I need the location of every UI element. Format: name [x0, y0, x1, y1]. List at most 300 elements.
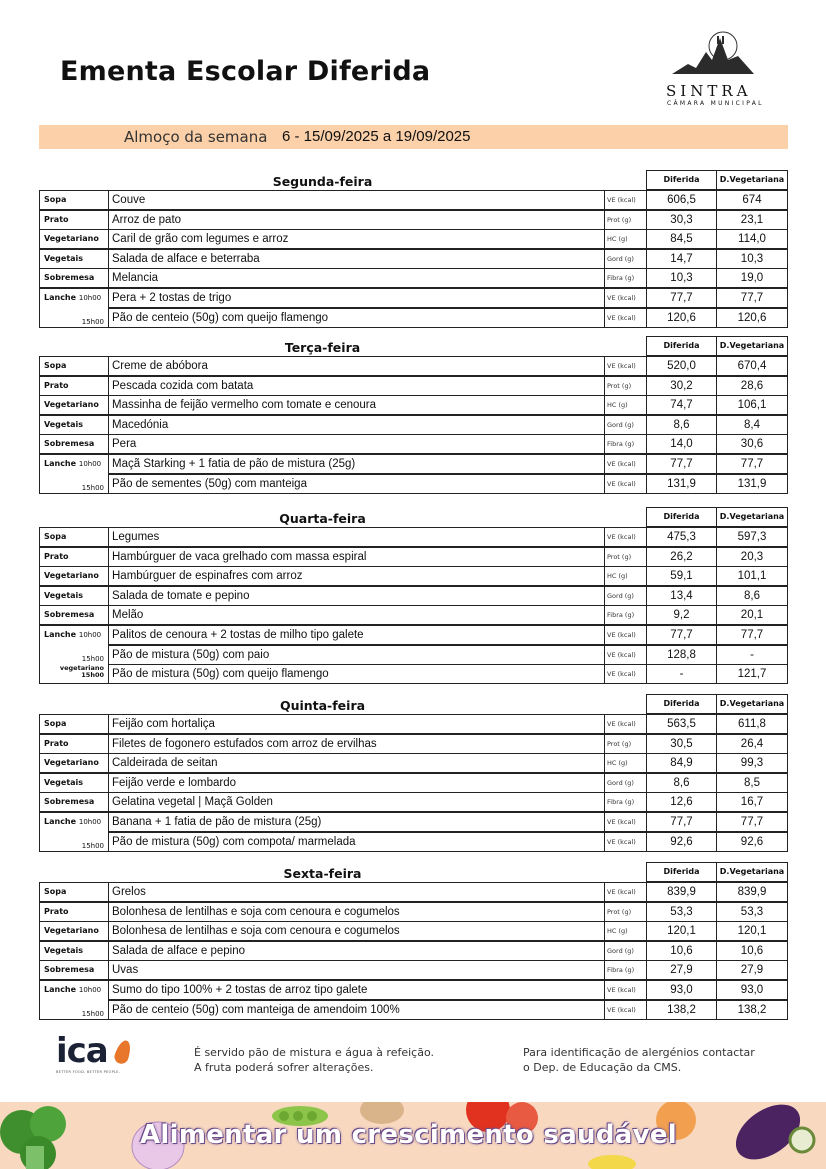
value-vegetariana: 26,4	[716, 734, 788, 754]
value-vegetariana: 53,3	[716, 902, 788, 922]
category-cell	[39, 190, 109, 210]
category-cell	[39, 474, 109, 494]
nutrient-unit: VE (kcal)	[604, 474, 647, 494]
ica-wordmark: ica	[56, 1031, 108, 1071]
value-diferida: 77,7	[646, 625, 717, 645]
category-cell	[39, 1000, 109, 1020]
dish-description: Palitos de cenoura + 2 tostas de milho tipo galete	[108, 625, 605, 645]
nutrient-unit: Fibra (g)	[604, 434, 647, 454]
row-time: 10h00	[78, 460, 102, 468]
row-time-label: vegetariano	[59, 664, 104, 673]
value-diferida: 606,5	[646, 190, 717, 210]
menu-row	[39, 586, 788, 606]
row-category: Vegetais	[44, 419, 84, 429]
menu-row	[39, 288, 788, 308]
row-category: Lanche	[44, 293, 77, 302]
category-cell	[39, 960, 109, 980]
value-diferida: 93,0	[646, 980, 717, 1000]
value-diferida: 84,9	[646, 753, 717, 773]
value-vegetariana: 92,6	[716, 832, 788, 852]
value-diferida: 74,7	[646, 395, 717, 415]
category-cell	[39, 229, 109, 249]
week-label: Almoço da semana	[124, 128, 268, 146]
row-time: 10h00	[78, 631, 102, 639]
note-education-dept: o Dep. de Educação da CMS.	[523, 1061, 682, 1074]
column-header-vegetariana: D.Vegetariana	[716, 694, 788, 714]
slogan: Alimentar um crescimento saudável	[140, 1120, 678, 1150]
footer-note-left	[194, 1045, 434, 1075]
value-vegetariana: 611,8	[716, 714, 788, 734]
value-diferida: 77,7	[646, 812, 717, 832]
row-category: Vegetais	[44, 253, 84, 263]
row-category: Sobremesa	[44, 610, 95, 620]
category-cell	[39, 812, 109, 832]
value-vegetariana: -	[716, 645, 788, 665]
category-cell	[39, 308, 109, 328]
day-header	[39, 694, 788, 714]
value-vegetariana: 8,6	[716, 586, 788, 606]
row-time: 10h00	[78, 986, 102, 994]
menu-row	[39, 980, 788, 1000]
dish-description: Legumes	[108, 527, 605, 547]
value-vegetariana: 839,9	[716, 882, 788, 902]
value-vegetariana: 99,3	[716, 753, 788, 773]
ica-tagline: BETTER FOOD. BETTER PEOPLE.	[56, 1070, 121, 1074]
row-category: Sopa	[44, 361, 67, 370]
dish-description: Feijão com hortaliça	[108, 714, 605, 734]
broccoli-icon	[0, 1106, 66, 1169]
category-cell	[39, 734, 109, 754]
note-bread-water: É servido pão de mistura e água à refeição.	[194, 1046, 434, 1059]
menu-row	[39, 941, 788, 961]
value-diferida: 10,3	[646, 268, 717, 288]
value-diferida: 839,9	[646, 882, 717, 902]
dish-description: Caril de grão com legumes e arroz	[108, 229, 605, 249]
dish-description: Filetes de fogonero estufados com arroz de ervilhas	[108, 734, 605, 754]
menu-row	[39, 376, 788, 396]
nutrient-unit: Gord (g)	[604, 415, 647, 435]
nutrient-unit: VE (kcal)	[604, 714, 647, 734]
dish-description: Uvas	[108, 960, 605, 980]
menu-row	[39, 960, 788, 980]
dish-description: Salada de tomate e pepino	[108, 586, 605, 606]
value-vegetariana: 20,1	[716, 605, 788, 625]
value-diferida: 120,6	[646, 308, 717, 328]
menu-row	[39, 190, 788, 210]
column-header-vegetariana: D.Vegetariana	[716, 507, 788, 527]
dish-description: Pão de mistura (50g) com compota/ marmelada	[108, 832, 605, 852]
nutrient-unit: Gord (g)	[604, 249, 647, 269]
dish-description: Bolonhesa de lentilhas e soja com cenoura e cogumelos	[108, 902, 605, 922]
column-header-diferida: Diferida	[646, 336, 717, 356]
sintra-palace-icon	[668, 30, 758, 80]
column-header-diferida: Diferida	[646, 507, 717, 527]
value-vegetariana: 106,1	[716, 395, 788, 415]
dish-description: Pão de mistura (50g) com queijo flamengo	[108, 664, 605, 684]
nutrient-unit: Fibra (g)	[604, 792, 647, 812]
page-title: Ementa Escolar Diferida	[60, 56, 431, 87]
category-cell	[39, 434, 109, 454]
value-vegetariana: 120,1	[716, 921, 788, 941]
value-vegetariana: 19,0	[716, 268, 788, 288]
category-cell	[39, 415, 109, 435]
nutrient-unit: Gord (g)	[604, 773, 647, 793]
nutrient-unit: VE (kcal)	[604, 454, 647, 474]
dish-description: Pão de centeio (50g) com manteiga de amendoim 100%	[108, 1000, 605, 1020]
dish-description: Macedónia	[108, 415, 605, 435]
menu-row	[39, 734, 788, 754]
value-vegetariana: 121,7	[716, 664, 788, 684]
nutrient-unit: VE (kcal)	[604, 832, 647, 852]
category-cell	[39, 210, 109, 230]
row-category: Vegetariano	[44, 400, 99, 410]
dish-description: Pão de centeio (50g) com queijo flamengo	[108, 308, 605, 328]
value-vegetariana: 27,9	[716, 960, 788, 980]
nutrient-unit: VE (kcal)	[604, 645, 647, 665]
dish-description: Couve	[108, 190, 605, 210]
dish-description: Hambúrguer de vaca grelhado com massa espiral	[108, 547, 605, 567]
dish-description: Maçã Starking + 1 fatia de pão de mistura (25g)	[108, 454, 605, 474]
row-time: 15h00	[81, 1009, 104, 1018]
dish-description: Caldeirada de seitan	[108, 753, 605, 773]
dish-description: Melão	[108, 605, 605, 625]
nutrient-unit: HC (g)	[604, 229, 647, 249]
nutrient-unit: VE (kcal)	[604, 288, 647, 308]
row-category: Sobremesa	[44, 965, 95, 975]
nutrient-unit: HC (g)	[604, 566, 647, 586]
menu-row	[39, 921, 788, 941]
menu-row	[39, 714, 788, 734]
row-category: Vegetariano	[44, 926, 99, 936]
category-cell	[39, 980, 109, 1000]
row-category: Prato	[44, 738, 69, 748]
row-time: 15h00	[81, 317, 104, 326]
value-diferida: -	[646, 664, 717, 684]
value-vegetariana: 120,6	[716, 308, 788, 328]
menu-row	[39, 308, 788, 328]
value-vegetariana: 670,4	[716, 356, 788, 376]
value-vegetariana: 101,1	[716, 566, 788, 586]
row-category: Prato	[44, 214, 69, 224]
row-category: Vegetais	[44, 590, 84, 600]
dish-description: Sumo do tipo 100% + 2 tostas de arroz tipo galete	[108, 980, 605, 1000]
row-time: 15h00	[81, 671, 104, 680]
dish-description: Hambúrguer de espinafres com arroz	[108, 566, 605, 586]
note-fruit: A fruta poderá sofrer alterações.	[194, 1061, 374, 1074]
nutrient-unit: VE (kcal)	[604, 308, 647, 328]
menu-row	[39, 882, 788, 902]
column-header-diferida: Diferida	[646, 694, 717, 714]
value-diferida: 26,2	[646, 547, 717, 567]
logo-subtitle: CÂMARA MUNICIPAL	[667, 100, 764, 107]
value-diferida: 12,6	[646, 792, 717, 812]
category-cell	[39, 268, 109, 288]
row-category: Prato	[44, 380, 69, 390]
row-category: Vegetariano	[44, 234, 99, 244]
menu-row	[39, 415, 788, 435]
value-diferida: 84,5	[646, 229, 717, 249]
nutrient-unit: VE (kcal)	[604, 190, 647, 210]
value-vegetariana: 131,9	[716, 474, 788, 494]
nutrient-unit: Prot (g)	[604, 376, 647, 396]
dish-description: Feijão verde e lombardo	[108, 773, 605, 793]
value-vegetariana: 93,0	[716, 980, 788, 1000]
day-title: Terça-feira	[284, 340, 361, 355]
column-header-diferida: Diferida	[646, 862, 717, 882]
banana-icon	[588, 1155, 636, 1169]
dish-description: Pera	[108, 434, 605, 454]
menu-row	[39, 792, 788, 812]
dish-description: Banana + 1 fatia de pão de mistura (25g)	[108, 812, 605, 832]
note-allergens: Para identificação de alergénios contactar	[523, 1046, 755, 1059]
value-diferida: 77,7	[646, 454, 717, 474]
value-diferida: 520,0	[646, 356, 717, 376]
dish-description: Pão de mistura (50g) com paio	[108, 645, 605, 665]
dish-description: Salada de alface e beterraba	[108, 249, 605, 269]
value-diferida: 120,1	[646, 921, 717, 941]
row-category: Sobremesa	[44, 439, 95, 449]
menu-row	[39, 902, 788, 922]
menu-row	[39, 773, 788, 793]
category-cell	[39, 792, 109, 812]
nutrient-unit: VE (kcal)	[604, 812, 647, 832]
category-cell	[39, 882, 109, 902]
category-cell	[39, 605, 109, 625]
dish-description: Salada de alface e pepino	[108, 941, 605, 961]
value-diferida: 59,1	[646, 566, 717, 586]
week-range: 6 - 15/09/2025 a 19/09/2025	[282, 128, 471, 145]
row-category: Vegetariano	[44, 571, 99, 581]
day-title: Segunda-feira	[272, 174, 373, 189]
value-diferida: 53,3	[646, 902, 717, 922]
value-diferida: 30,5	[646, 734, 717, 754]
nutrient-unit: VE (kcal)	[604, 527, 647, 547]
value-vegetariana: 10,3	[716, 249, 788, 269]
menu-row	[39, 210, 788, 230]
nutrient-unit: VE (kcal)	[604, 1000, 647, 1020]
menu-row	[39, 645, 788, 665]
dish-description: Arroz de pato	[108, 210, 605, 230]
footer-banner	[0, 1102, 826, 1169]
menu-row	[39, 474, 788, 494]
ica-logo	[56, 1031, 136, 1074]
row-category: Prato	[44, 906, 69, 916]
row-category: Lanche	[44, 817, 77, 826]
nutrient-unit: Prot (g)	[604, 210, 647, 230]
nutrient-unit: Fibra (g)	[604, 960, 647, 980]
day-title: Sexta-feira	[283, 866, 362, 881]
value-vegetariana: 28,6	[716, 376, 788, 396]
row-category: Sobremesa	[44, 797, 95, 807]
day-title: Quinta-feira	[279, 698, 366, 713]
value-vegetariana: 77,7	[716, 812, 788, 832]
category-cell	[39, 454, 109, 474]
dish-description: Bolonhesa de lentilhas e soja com cenoura e cogumelos	[108, 921, 605, 941]
value-diferida: 10,6	[646, 941, 717, 961]
value-vegetariana: 138,2	[716, 1000, 788, 1020]
nutrient-unit: Gord (g)	[604, 586, 647, 606]
value-diferida: 128,8	[646, 645, 717, 665]
value-diferida: 563,5	[646, 714, 717, 734]
menu-row	[39, 454, 788, 474]
footer-note-right	[523, 1045, 755, 1075]
day-header	[39, 170, 788, 190]
row-time: 10h00	[78, 294, 102, 302]
value-vegetariana: 114,0	[716, 229, 788, 249]
value-diferida: 30,2	[646, 376, 717, 396]
menu-row	[39, 832, 788, 852]
menu-row	[39, 434, 788, 454]
nutrient-unit: VE (kcal)	[604, 882, 647, 902]
category-cell	[39, 586, 109, 606]
category-cell	[39, 645, 109, 665]
row-category: Vegetais	[44, 777, 84, 787]
nutrient-unit: Prot (g)	[604, 734, 647, 754]
menu-row	[39, 566, 788, 586]
menu-row	[39, 1000, 788, 1020]
value-vegetariana: 8,4	[716, 415, 788, 435]
category-cell	[39, 249, 109, 269]
value-diferida: 92,6	[646, 832, 717, 852]
category-cell	[39, 714, 109, 734]
category-cell	[39, 921, 109, 941]
menu-row	[39, 664, 788, 684]
value-diferida: 8,6	[646, 773, 717, 793]
category-cell	[39, 753, 109, 773]
category-cell	[39, 547, 109, 567]
category-cell	[39, 566, 109, 586]
menu-row	[39, 395, 788, 415]
nutrient-unit: Fibra (g)	[604, 605, 647, 625]
value-vegetariana: 597,3	[716, 527, 788, 547]
dish-description: Melancia	[108, 268, 605, 288]
category-cell	[39, 527, 109, 547]
value-diferida: 30,3	[646, 210, 717, 230]
day-header	[39, 336, 788, 356]
value-vegetariana: 23,1	[716, 210, 788, 230]
category-cell	[39, 288, 109, 308]
value-diferida: 13,4	[646, 586, 717, 606]
column-header-vegetariana: D.Vegetariana	[716, 862, 788, 882]
value-vegetariana: 8,5	[716, 773, 788, 793]
value-vegetariana: 20,3	[716, 547, 788, 567]
menu-row	[39, 547, 788, 567]
category-cell	[39, 625, 109, 645]
dish-description: Grelos	[108, 882, 605, 902]
zucchini-slice-icon	[790, 1128, 814, 1152]
nutrient-unit: Prot (g)	[604, 902, 647, 922]
row-category: Sopa	[44, 887, 67, 896]
category-cell	[39, 832, 109, 852]
menu-row	[39, 268, 788, 288]
nutrient-unit: HC (g)	[604, 753, 647, 773]
dish-description: Pão de sementes (50g) com manteiga	[108, 474, 605, 494]
week-bar	[39, 125, 788, 149]
nutrient-unit: Prot (g)	[604, 547, 647, 567]
category-cell	[39, 941, 109, 961]
category-cell	[39, 395, 109, 415]
row-category: Sobremesa	[44, 273, 95, 283]
logo-name: SINTRA	[666, 82, 752, 100]
value-diferida: 14,0	[646, 434, 717, 454]
menu-row	[39, 356, 788, 376]
day-header	[39, 507, 788, 527]
nutrient-unit: HC (g)	[604, 921, 647, 941]
row-category: Prato	[44, 551, 69, 561]
column-header-diferida: Diferida	[646, 170, 717, 190]
category-cell	[39, 773, 109, 793]
row-time: 10h00	[78, 818, 102, 826]
dish-description: Gelatina vegetal | Maçã Golden	[108, 792, 605, 812]
value-diferida: 138,2	[646, 1000, 717, 1020]
category-cell	[39, 356, 109, 376]
value-vegetariana: 674	[716, 190, 788, 210]
nutrient-unit: VE (kcal)	[604, 980, 647, 1000]
nutrient-unit: VE (kcal)	[604, 625, 647, 645]
row-category: Sopa	[44, 195, 67, 204]
value-diferida: 77,7	[646, 288, 717, 308]
dish-description: Creme de abóbora	[108, 356, 605, 376]
value-vegetariana: 30,6	[716, 434, 788, 454]
row-category: Sopa	[44, 532, 67, 541]
row-category: Lanche	[44, 630, 77, 639]
value-vegetariana: 77,7	[716, 625, 788, 645]
row-time: 15h00	[81, 841, 104, 850]
value-vegetariana: 77,7	[716, 288, 788, 308]
menu-row	[39, 229, 788, 249]
category-cell	[39, 376, 109, 396]
nutrient-unit: Gord (g)	[604, 941, 647, 961]
nutrient-unit: VE (kcal)	[604, 664, 647, 684]
row-time: 15h00	[81, 654, 104, 663]
value-vegetariana: 16,7	[716, 792, 788, 812]
value-vegetariana: 77,7	[716, 454, 788, 474]
nutrient-unit: Fibra (g)	[604, 268, 647, 288]
menu-row	[39, 605, 788, 625]
column-header-vegetariana: D.Vegetariana	[716, 170, 788, 190]
value-diferida: 14,7	[646, 249, 717, 269]
value-diferida: 131,9	[646, 474, 717, 494]
value-diferida: 475,3	[646, 527, 717, 547]
value-diferida: 27,9	[646, 960, 717, 980]
menu-row	[39, 625, 788, 645]
row-category: Vegetais	[44, 945, 84, 955]
row-category: Vegetariano	[44, 758, 99, 768]
menu-row	[39, 753, 788, 773]
dish-description: Pescada cozida com batata	[108, 376, 605, 396]
row-time: 15h00	[81, 483, 104, 492]
row-category: Lanche	[44, 985, 77, 994]
sintra-logo	[664, 30, 764, 110]
dish-description: Pera + 2 tostas de trigo	[108, 288, 605, 308]
menu-row	[39, 812, 788, 832]
day-title: Quarta-feira	[279, 511, 366, 526]
row-category: Lanche	[44, 459, 77, 468]
value-vegetariana: 10,6	[716, 941, 788, 961]
menu-row	[39, 527, 788, 547]
menu-row	[39, 249, 788, 269]
column-header-vegetariana: D.Vegetariana	[716, 336, 788, 356]
value-diferida: 8,6	[646, 415, 717, 435]
nutrient-unit: HC (g)	[604, 395, 647, 415]
nutrient-unit: VE (kcal)	[604, 356, 647, 376]
category-cell	[39, 664, 109, 684]
dish-description: Massinha de feijão vermelho com tomate e cenoura	[108, 395, 605, 415]
day-header	[39, 862, 788, 882]
category-cell	[39, 902, 109, 922]
row-category: Sopa	[44, 719, 67, 728]
value-diferida: 9,2	[646, 605, 717, 625]
